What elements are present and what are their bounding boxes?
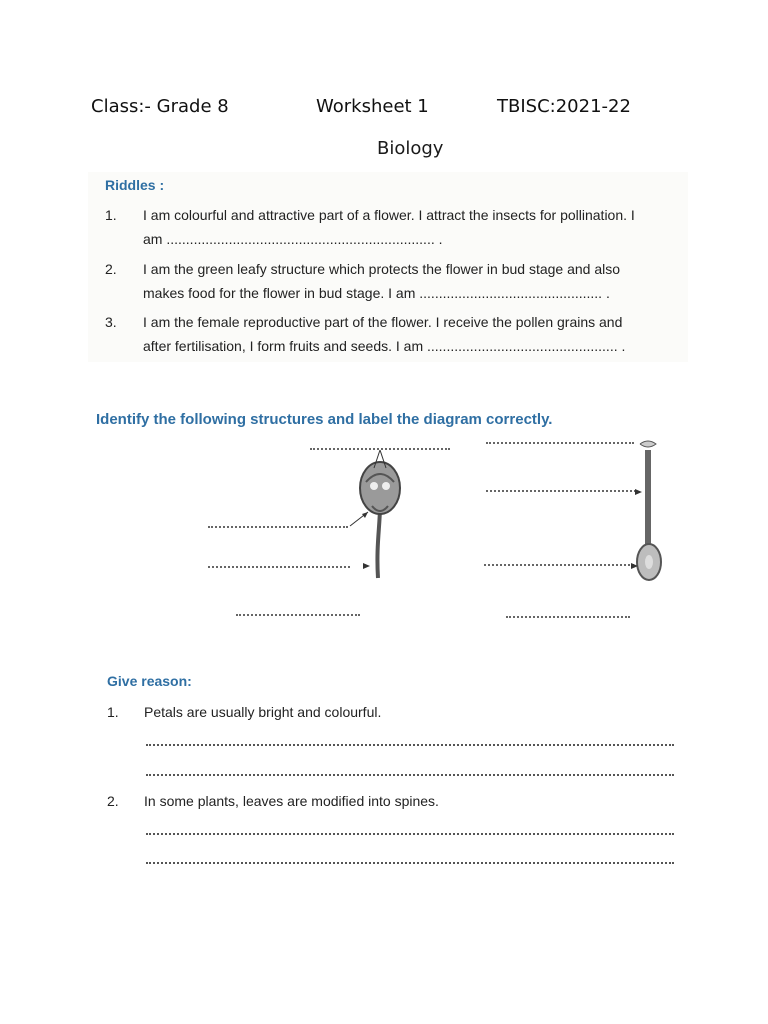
riddle-number: 2. — [105, 261, 117, 277]
pistil-drawing — [637, 441, 661, 580]
class-label: Class:- Grade 8 — [91, 96, 229, 117]
riddle-text: I am the female reproductive part of the flower. I receive the pollen grains and — [143, 314, 623, 330]
reason-number: 2. — [107, 793, 119, 809]
riddle-item — [88, 256, 688, 308]
identify-heading: Identify the following structures and label the diagram correctly. — [96, 411, 553, 428]
answer-line[interactable] — [146, 774, 674, 776]
riddle-number: 3. — [105, 314, 117, 330]
riddles-heading: Riddles : — [105, 177, 165, 193]
answer-line[interactable] — [146, 833, 674, 835]
flower-bud-drawing — [360, 462, 400, 578]
riddle-answer-line[interactable]: makes food for the flower in bud stage. I am ............................................... . — [143, 285, 610, 301]
flower-diagrams — [200, 436, 680, 626]
reason-question: In some plants, leaves are modified into spines. — [144, 793, 439, 809]
give-reason-heading: Give reason: — [107, 673, 192, 689]
riddle-answer-line[interactable]: after fertilisation, I form fruits and seeds. I am ................................................. . — [143, 338, 626, 354]
riddles-section — [88, 172, 688, 362]
worksheet-title: Worksheet 1 — [316, 96, 429, 117]
flower-diagram-drawing — [200, 436, 680, 626]
answer-line[interactable] — [146, 862, 674, 864]
riddle-answer-line[interactable]: am ..................................................................... . — [143, 231, 443, 247]
answer-line[interactable] — [146, 744, 674, 746]
riddle-item — [88, 202, 688, 254]
riddle-item — [88, 309, 688, 361]
reason-question: Petals are usually bright and colourful. — [144, 704, 382, 720]
reason-number: 1. — [107, 704, 119, 720]
riddle-text: I am colourful and attractive part of a flower. I attract the insects for pollination. I — [143, 207, 635, 223]
school-year-label: TBISC:2021-22 — [497, 96, 631, 117]
subject-title: Biology — [377, 138, 444, 159]
riddle-text: I am the green leafy structure which protects the flower in bud stage and also — [143, 261, 621, 277]
riddle-number: 1. — [105, 207, 117, 223]
